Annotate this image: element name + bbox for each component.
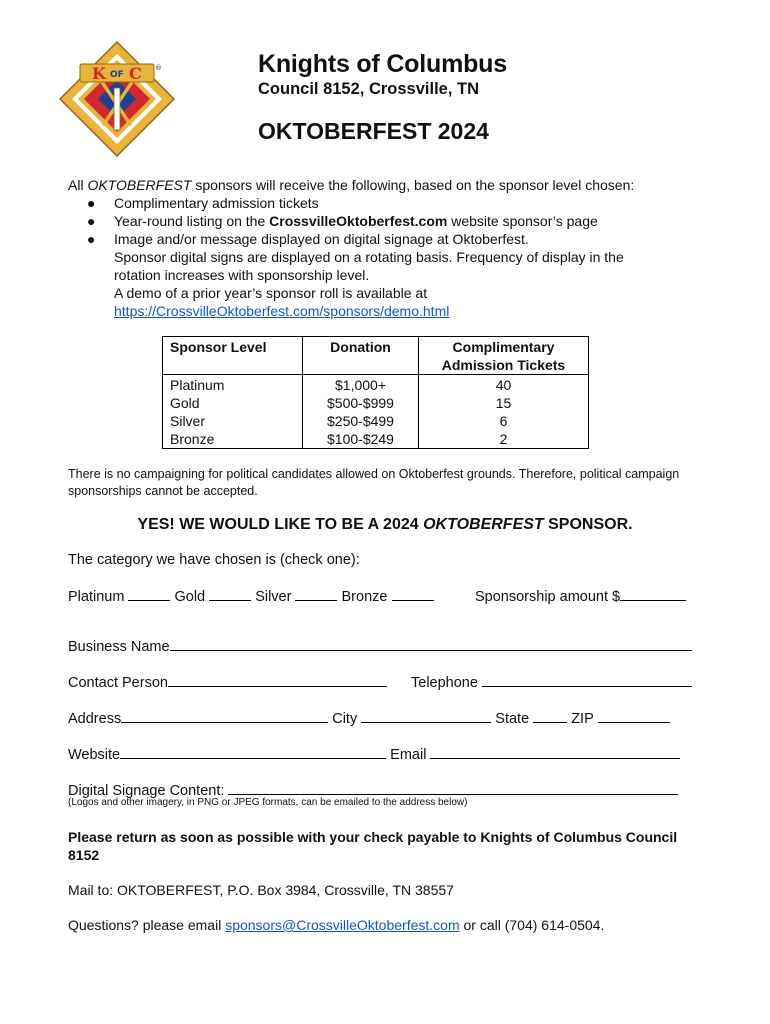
return-instructions: Please return as soon as possible with your check payable to Knights of Columbus Council 8152 xyxy=(68,829,678,863)
contact-person-row xyxy=(68,672,387,691)
benefit-item xyxy=(68,230,718,248)
telephone-row xyxy=(411,672,692,691)
signage-label: Digital Signage Content: xyxy=(68,783,225,799)
contact-person-label: Contact Person xyxy=(68,675,168,691)
bullet-icon: ● xyxy=(87,195,96,211)
amount-row xyxy=(475,586,686,605)
benefits-lead xyxy=(68,176,718,194)
questions-text-post: or call (704) 614-0504. xyxy=(459,917,605,933)
benefit-text: Year-round listing on the xyxy=(114,213,270,229)
tickets-column xyxy=(419,375,589,449)
table-cell: $500-$999 xyxy=(327,395,394,411)
event-title: OKTOBERFEST 2024 xyxy=(258,118,489,144)
benefit-detail: A demo of a prior year’s sponsor roll is available at xyxy=(114,285,428,301)
state-blank[interactable] xyxy=(533,708,567,723)
questions-text-pre: Questions? please email xyxy=(68,917,226,933)
sponsor-cta-heading xyxy=(0,516,770,534)
knights-of-columbus-emblem xyxy=(58,40,176,158)
logo-letter-k: K xyxy=(92,64,106,83)
telephone-label: Telephone xyxy=(411,675,478,691)
table-cell: Silver xyxy=(170,413,206,429)
benefit-detail: Sponsor digital signs are displayed on a rotating basis. Frequency of display in the xyxy=(114,249,624,265)
address-blank[interactable] xyxy=(121,708,328,723)
table-cell: 15 xyxy=(495,395,512,411)
benefits-list xyxy=(68,194,718,248)
telephone-blank[interactable] xyxy=(482,672,692,687)
table-body-row xyxy=(163,375,589,449)
website-row xyxy=(68,744,680,763)
table-cell: Platinum xyxy=(170,377,225,393)
benefit-text: website sponsor’s page xyxy=(447,213,598,229)
sponsor-benefits-section xyxy=(68,176,718,320)
category-prompt: The category we have chosen is (check one): xyxy=(68,552,360,568)
address-label: Address xyxy=(68,711,122,727)
table-cell: $250-$499 xyxy=(327,413,394,429)
column-header-donation: Donation xyxy=(303,337,419,375)
logo-letters-of: OF xyxy=(110,70,124,80)
category-row xyxy=(68,586,434,605)
website-name: CrossvilleOktoberfest.com xyxy=(269,213,448,229)
platinum-check-blank[interactable] xyxy=(128,586,170,601)
business-name-label: Business Name xyxy=(68,639,170,655)
benefit-text: Complimentary admission tickets xyxy=(114,195,319,211)
amount-label: Sponsorship amount $ xyxy=(475,589,621,605)
email-label: Email xyxy=(390,747,427,763)
lead-text-emphasis: OKTOBERFEST xyxy=(87,177,192,193)
benefit-item xyxy=(68,194,718,212)
signage-blank[interactable] xyxy=(228,780,678,795)
cta-text-post: SPONSOR. xyxy=(543,516,633,533)
table-header-row xyxy=(163,337,589,375)
gold-label: Gold xyxy=(174,589,206,605)
demo-link[interactable]: https://CrossvilleOktoberfest.com/sponsors/demo.html xyxy=(114,303,450,319)
bullet-icon: ● xyxy=(87,213,96,229)
website-label: Website xyxy=(68,747,121,763)
political-notice: There is no campaigning for political candidates allowed on Oktoberfest grounds. Therefore, political campaign sponsorships cannot be accepted. xyxy=(68,467,680,498)
sponsor-levels-table xyxy=(162,336,589,449)
cta-text-pre: YES! WE WOULD LIKE TO BE A 2024 xyxy=(137,516,424,533)
questions-contact xyxy=(68,917,604,933)
mailing-address: Mail to: OKTOBERFEST, P.O. Box 3984, Crossville, TN 38557 xyxy=(68,882,454,898)
city-label: City xyxy=(332,711,358,727)
state-label: State xyxy=(495,711,530,727)
logo-registered-mark: ® xyxy=(155,64,162,72)
benefit-detail: rotation increases with sponsorship level. xyxy=(114,267,370,283)
column-header-level: Sponsor Level xyxy=(163,337,303,375)
org-subtitle: Council 8152, Crossville, TN xyxy=(258,80,479,98)
benefit-text: Image and/or message displayed on digital signage at Oktoberfest. xyxy=(114,231,529,247)
amount-blank[interactable] xyxy=(620,586,686,601)
org-title: Knights of Columbus xyxy=(258,50,507,78)
level-column xyxy=(163,375,303,449)
table-cell: 40 xyxy=(495,377,512,393)
table-cell: $1,000+ xyxy=(335,377,386,393)
signage-format-note: (Logos and other imagery, in PNG or JPEG formats, can be emailed to the address below) xyxy=(68,797,468,808)
table-cell: Gold xyxy=(170,395,200,411)
website-blank[interactable] xyxy=(120,744,386,759)
lead-text-post: sponsors will receive the following, based on the sponsor level chosen: xyxy=(191,177,635,193)
email-blank[interactable] xyxy=(430,744,680,759)
silver-label: Silver xyxy=(255,589,292,605)
city-blank[interactable] xyxy=(361,708,491,723)
table-cell: 2 xyxy=(499,431,508,447)
platinum-label: Platinum xyxy=(68,589,125,605)
zip-label: ZIP xyxy=(571,711,594,727)
benefit-item xyxy=(68,212,718,230)
zip-blank[interactable] xyxy=(598,708,670,723)
donation-column xyxy=(303,375,419,449)
bronze-label: Bronze xyxy=(341,589,388,605)
benefit-detail xyxy=(68,302,718,320)
lead-text-pre: All xyxy=(68,177,88,193)
cta-text-emphasis: OKTOBERFEST xyxy=(423,516,544,533)
table-cell: $100-$249 xyxy=(327,431,394,447)
sponsor-email-link[interactable]: sponsors@CrossvilleOktoberfest.com xyxy=(225,917,460,933)
address-row xyxy=(68,708,670,727)
table-cell: Bronze xyxy=(170,431,215,447)
silver-check-blank[interactable] xyxy=(295,586,337,601)
column-header-tickets: Complimentary Admission Tickets xyxy=(419,337,589,375)
logo-letter-c: C xyxy=(129,64,142,83)
business-name-blank[interactable] xyxy=(170,636,692,651)
gold-check-blank[interactable] xyxy=(209,586,251,601)
business-name-row xyxy=(68,636,692,655)
bronze-check-blank[interactable] xyxy=(392,586,434,601)
bullet-icon: ● xyxy=(87,231,96,247)
table-cell: 6 xyxy=(499,413,508,429)
contact-person-blank[interactable] xyxy=(168,672,387,687)
